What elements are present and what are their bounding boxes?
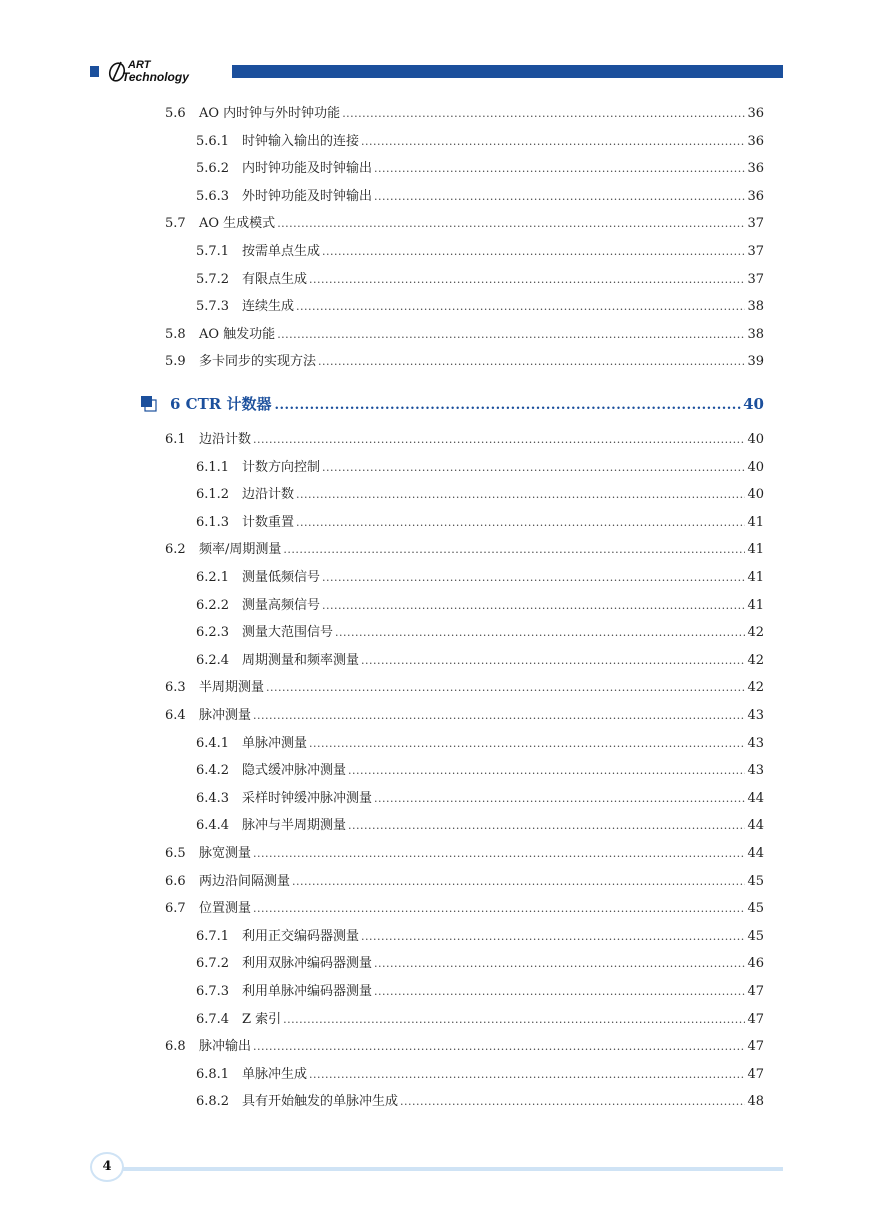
toc-entry-title: 测量高频信号 — [242, 597, 321, 613]
toc-entry[interactable] — [0, 789, 869, 809]
toc-entry-number: 6.1.2 — [196, 487, 230, 503]
toc-entry-title: 多卡同步的实现方法 — [199, 354, 317, 370]
leader-dots — [274, 394, 741, 418]
toc-entry-number: 6.4 — [165, 708, 186, 723]
toc-entry-page: 40 — [747, 459, 764, 475]
leader-dots — [292, 872, 745, 892]
header-bar — [232, 65, 783, 78]
toc-entry-title: 按需单点生成 — [242, 244, 321, 259]
chapter-title: 6 CTR 计数器 — [170, 395, 272, 413]
toc-entry[interactable] — [0, 352, 869, 372]
svg-text:ART: ART — [128, 59, 151, 71]
toc-entry-title: 半周期测量 — [199, 680, 265, 696]
toc-entry-number: 5.7 — [165, 216, 186, 232]
chapter-page: 40 — [743, 395, 764, 413]
toc-entry[interactable] — [0, 761, 869, 781]
leader-dots — [322, 596, 745, 616]
toc-entry-title: AO 内时钟与外时钟功能 — [199, 106, 341, 121]
toc-entry-number: 5.6.1 — [196, 133, 230, 149]
toc-entry-page: 40 — [747, 432, 764, 447]
toc-entry-number: 6.8.1 — [196, 1066, 230, 1082]
toc-entry[interactable] — [0, 844, 869, 864]
toc-entry-title: 连续生成 — [242, 299, 295, 315]
leader-dots — [318, 352, 745, 372]
toc-entry-page: 39 — [747, 354, 764, 370]
leader-dots — [400, 1092, 745, 1112]
leader-dots — [374, 982, 745, 1002]
leader-dots — [277, 325, 745, 345]
toc-entry-page: 46 — [747, 956, 764, 972]
toc-entry-page: 36 — [747, 133, 764, 149]
toc-entry-number: 6.4.1 — [196, 735, 230, 751]
toc-entry[interactable] — [0, 596, 869, 616]
toc-entry[interactable] — [0, 513, 869, 533]
toc-entry-title: 脉宽测量 — [199, 846, 252, 861]
toc-entry[interactable] — [0, 540, 869, 560]
toc-entry-page: 45 — [747, 901, 764, 917]
toc-entry[interactable] — [0, 568, 869, 588]
toc-entry-page: 41 — [747, 542, 764, 558]
toc-entry-title: AO 生成模式 — [199, 216, 276, 232]
leader-dots — [253, 706, 745, 726]
toc-entry[interactable] — [0, 872, 869, 892]
toc-entry[interactable] — [0, 734, 869, 754]
svg-text:Technology: Technology — [122, 70, 189, 84]
toc-entry-number: 6.1.1 — [196, 459, 230, 475]
toc-entry-title: 频率/周期测量 — [199, 542, 282, 558]
leader-dots — [348, 761, 745, 781]
toc-entry[interactable] — [0, 1037, 869, 1057]
toc-entry[interactable] — [0, 899, 869, 919]
leader-dots — [296, 485, 745, 505]
toc-entry-number: 5.6.3 — [196, 188, 230, 204]
leader-dots — [296, 297, 745, 317]
toc-entry-title: 外时钟功能及时钟输出 — [242, 188, 373, 204]
toc-entry-title: 有限点生成 — [242, 271, 308, 287]
toc-entry-number: 6.4.2 — [196, 763, 230, 779]
leader-dots — [335, 623, 745, 643]
toc-entry-number: 6.8 — [165, 1039, 186, 1055]
toc-entry-page: 43 — [747, 735, 764, 751]
toc-entry-number: 5.7.3 — [196, 299, 230, 315]
toc-entry-number: 6.7.4 — [196, 1011, 230, 1027]
leader-dots — [309, 270, 745, 290]
toc-entry-number: 6.7.1 — [196, 928, 230, 944]
toc-entry[interactable] — [0, 1092, 869, 1112]
toc-entry-page: 42 — [747, 625, 764, 641]
toc-entry-title: 利用双脉冲编码器测量 — [242, 956, 373, 972]
leader-dots — [296, 513, 745, 533]
toc-entry-number: 5.6 — [165, 106, 186, 121]
toc-entry-number: 6.1 — [165, 432, 186, 447]
toc-entry-title: AO 触发功能 — [199, 326, 276, 342]
toc-entry-title: 具有开始触发的单脉冲生成 — [242, 1094, 399, 1110]
toc-entry-page: 42 — [747, 652, 764, 668]
toc-entry[interactable] — [0, 159, 869, 179]
toc-entry-title: 隐式缓冲脉冲测量 — [242, 763, 347, 779]
leader-dots — [253, 430, 745, 450]
toc-entry-title: 周期测量和频率测量 — [242, 652, 360, 668]
toc-entry-number: 6.7.2 — [196, 956, 230, 972]
toc-entry-title: 内时钟功能及时钟输出 — [242, 161, 373, 177]
toc-entry[interactable] — [0, 104, 869, 124]
toc-entry-page: 37 — [747, 216, 764, 232]
leader-dots — [253, 899, 745, 919]
leader-dots — [374, 187, 745, 207]
toc-entry-page: 47 — [747, 984, 764, 999]
toc-entry-title: 边沿计数 — [199, 432, 252, 447]
toc-entry[interactable] — [0, 458, 869, 478]
toc-entry[interactable] — [0, 927, 869, 947]
toc-entry[interactable] — [0, 430, 869, 450]
leader-dots — [266, 678, 745, 698]
toc-entry-page: 44 — [747, 818, 764, 834]
toc-entry-page: 41 — [747, 597, 764, 613]
header-square — [90, 66, 99, 77]
toc-entry-number: 6.2.4 — [196, 652, 230, 668]
toc-entry-page: 44 — [747, 790, 764, 806]
toc-entry-title: 计数方向控制 — [242, 459, 321, 475]
toc-entry[interactable] — [0, 214, 869, 234]
toc-entry[interactable] — [0, 297, 869, 317]
leader-dots — [322, 568, 745, 588]
toc-entry[interactable] — [0, 651, 869, 671]
toc-entry-number: 6.5 — [165, 846, 186, 861]
toc-entry-page: 37 — [747, 244, 764, 259]
toc-entry-page: 47 — [747, 1039, 764, 1055]
toc-entry-page: 41 — [747, 514, 764, 530]
toc-entry-page: 43 — [747, 763, 764, 779]
leader-dots — [283, 540, 745, 560]
toc-entry-title: 时钟输入输出的连接 — [242, 133, 360, 149]
toc-entry[interactable] — [0, 816, 869, 836]
toc-entry-number: 6.7 — [165, 901, 186, 917]
toc-entry-page: 44 — [747, 846, 764, 861]
toc-entry-title: 计数重置 — [242, 514, 295, 530]
leader-dots — [277, 214, 745, 234]
leader-dots — [348, 816, 745, 836]
toc-entry[interactable] — [0, 678, 869, 698]
leader-dots — [361, 651, 745, 671]
toc-entry-number: 6.2.2 — [196, 597, 230, 613]
leader-dots — [322, 458, 745, 478]
toc-entry-page: 40 — [747, 487, 764, 503]
toc-entry-page: 36 — [747, 188, 764, 204]
toc-entry-number: 6.2.1 — [196, 570, 230, 585]
toc-entry-page: 36 — [747, 161, 764, 177]
toc-entry-title: 脉冲输出 — [199, 1039, 252, 1055]
toc-entry-title: 利用单脉冲编码器测量 — [242, 984, 373, 999]
toc-entry-page: 47 — [747, 1011, 764, 1027]
page-number: 4 — [90, 1152, 124, 1182]
toc-entry-page: 42 — [747, 680, 764, 696]
toc-entry[interactable] — [0, 325, 869, 345]
toc-entry-number: 5.7.1 — [196, 244, 230, 259]
toc-entry[interactable] — [0, 242, 869, 262]
chapter-bullet-icon — [141, 396, 157, 412]
toc-entry-number: 6.8.2 — [196, 1094, 230, 1110]
toc-entry[interactable] — [0, 270, 869, 290]
toc-entry[interactable] — [0, 706, 869, 726]
toc-entry[interactable] — [0, 485, 869, 505]
toc-entry-page: 41 — [747, 570, 764, 585]
toc-entry-title: 脉冲与半周期测量 — [242, 818, 347, 834]
toc-entry-title: 单脉冲生成 — [242, 1066, 308, 1082]
toc-entry-page: 38 — [747, 299, 764, 315]
toc-entry[interactable] — [0, 132, 869, 152]
leader-dots — [322, 242, 745, 262]
toc-entry-title: 采样时钟缓冲脉冲测量 — [242, 790, 373, 806]
toc-entry-page: 36 — [747, 106, 764, 121]
leader-dots — [342, 104, 745, 124]
toc-entry-number: 5.9 — [165, 354, 186, 370]
chapter-heading[interactable] — [0, 392, 869, 416]
leader-dots — [253, 844, 745, 864]
leader-dots — [361, 132, 745, 152]
toc-entry-title: 测量大范围信号 — [242, 625, 334, 641]
toc-entry-number: 5.6.2 — [196, 161, 230, 177]
toc-entry-title: 脉冲测量 — [199, 708, 252, 723]
toc-entry-page: 45 — [747, 873, 764, 889]
toc-entry[interactable] — [0, 954, 869, 974]
toc-entry-page: 38 — [747, 326, 764, 342]
leader-dots — [361, 927, 745, 947]
toc-entry-number: 6.7.3 — [196, 984, 230, 999]
toc-entry-page: 43 — [747, 708, 764, 723]
toc-entry-title: 位置测量 — [199, 901, 252, 917]
toc-entry-page: 47 — [747, 1066, 764, 1082]
toc-entry-page: 48 — [747, 1094, 764, 1110]
footer-line — [120, 1167, 783, 1171]
leader-dots — [309, 1065, 745, 1085]
leader-dots — [374, 954, 745, 974]
art-technology-logo — [108, 56, 226, 86]
toc-entry-page: 37 — [747, 271, 764, 287]
toc-entry-title: Z 索引 — [242, 1011, 282, 1027]
toc-entry-title: 边沿计数 — [242, 487, 295, 503]
toc-entry-number: 5.7.2 — [196, 271, 230, 287]
toc-entry-title: 利用正交编码器测量 — [242, 928, 360, 944]
leader-dots — [253, 1037, 745, 1057]
toc-entry-number: 6.4.4 — [196, 818, 230, 834]
toc-entry[interactable] — [0, 982, 869, 1002]
leader-dots — [309, 734, 745, 754]
toc-entry-number: 6.1.3 — [196, 514, 230, 530]
toc-entry-number: 6.4.3 — [196, 790, 230, 806]
toc-entry-number: 6.2.3 — [196, 625, 230, 641]
toc-entry-title: 单脉冲测量 — [242, 735, 308, 751]
toc-entry-number: 6.3 — [165, 680, 186, 696]
toc-entry-number: 5.8 — [165, 326, 186, 342]
toc-entry-number: 6.6 — [165, 873, 186, 889]
leader-dots — [283, 1010, 745, 1030]
toc-entry-page: 45 — [747, 928, 764, 944]
leader-dots — [374, 159, 745, 179]
toc-entry-number: 6.2 — [165, 542, 186, 558]
toc-entry-title: 两边沿间隔测量 — [199, 873, 291, 889]
leader-dots — [374, 789, 745, 809]
toc-entry-title: 测量低频信号 — [242, 570, 321, 585]
toc-entry[interactable] — [0, 623, 869, 643]
toc-entry[interactable] — [0, 1010, 869, 1030]
toc-entry[interactable] — [0, 187, 869, 207]
toc-entry[interactable] — [0, 1065, 869, 1085]
